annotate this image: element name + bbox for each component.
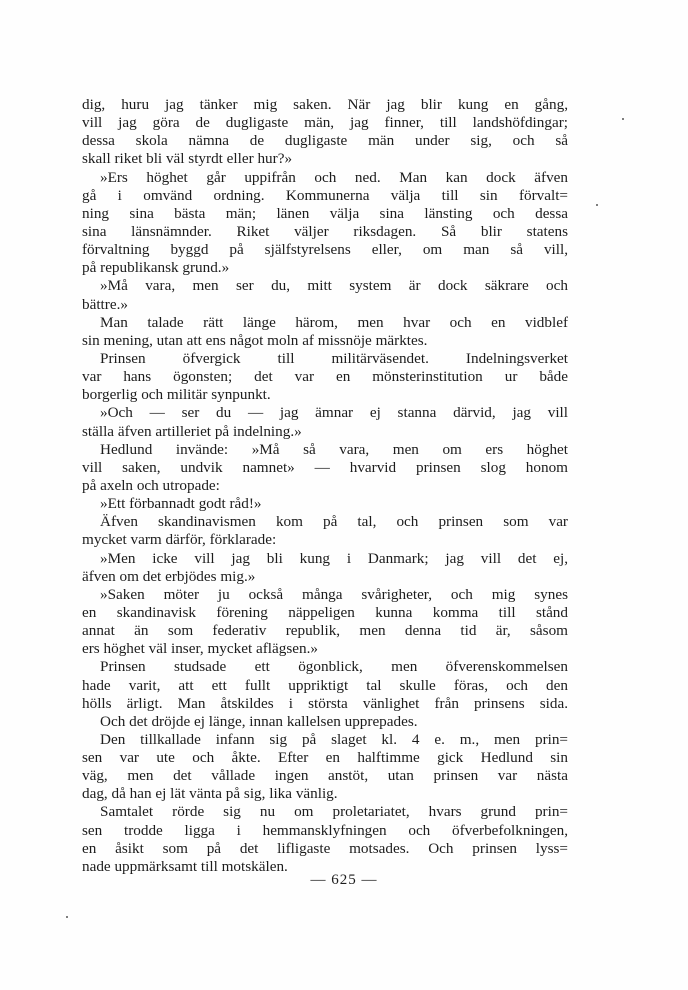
body-text bbox=[82, 96, 568, 876]
text-line: dig, huru jag tänker mig saken. När jag blir kung en gång, bbox=[82, 96, 568, 113]
text-line: Den tillkallade infann sig på slaget kl. 4 e. m., men prin= bbox=[100, 730, 568, 748]
text-line: nade uppmärksamt till motskälen. bbox=[82, 857, 288, 875]
paper-speck bbox=[66, 916, 68, 918]
text-line: gå i omvänd ordning. Kommunerna välja till sin förvalt= bbox=[82, 186, 568, 204]
text-line: Och det dröjde ej länge, innan kallelsen upprepades. bbox=[100, 712, 418, 730]
text-line: på republikansk grund.» bbox=[82, 259, 230, 277]
text-line: hölls ärligt. Man åtskildes i största vänlighet från prinsens sida. bbox=[82, 694, 568, 712]
text-line: »Ett förbannadt godt råd!» bbox=[100, 495, 262, 513]
text-line: mycket varm därför, förklarade: bbox=[82, 531, 277, 549]
text-line: »Saken möter ju också många svårigheter, och mig synes bbox=[100, 585, 568, 603]
text-line: en skandinavisk förening näppeligen kunna komma till stånd bbox=[82, 603, 568, 621]
text-line: Prinsen studsade ett ögonblick, men öfverenskommelsen bbox=[100, 658, 568, 676]
text-line: vill saken, undvik namnet» — hvarvid prinsen slog honom bbox=[82, 458, 568, 476]
text-line: var hans ögonsten; det var en mönsterinstitution ur både bbox=[82, 368, 568, 386]
text-line: annat än som federativ republik, men denna tid är, såsom bbox=[82, 622, 568, 640]
text-line: »Och — ser du — jag ämnar ej stanna därvid, jag vill bbox=[100, 404, 568, 422]
text-line: hade varit, att ett fullt uppriktigt tal skulle föras, och den bbox=[82, 676, 568, 694]
text-line: bättre.» bbox=[82, 295, 128, 313]
text-line: skall riket bli väl styrdt eller hur?» bbox=[82, 150, 293, 168]
page-number: — 625 — bbox=[310, 872, 378, 888]
text-line: Prinsen öfvergick till militärväsendet. Indelningsverket bbox=[100, 349, 568, 367]
text-line: borgerlig och militär synpunkt. bbox=[82, 386, 271, 404]
text-line: »Ers höghet går uppifrån och ned. Man kan dock äfven bbox=[100, 168, 568, 186]
paper-speck bbox=[622, 118, 624, 120]
text-line: dag, då han ej lät vänta på sig, lika vänlig. bbox=[82, 785, 338, 803]
text-line: sina länsnämnder. Riket väljer riksdagen. Så blir statens bbox=[82, 222, 568, 240]
text-line: Hedlund invände: »Må så vara, men om ers höghet bbox=[100, 440, 568, 458]
text-line: Man talade rätt länge härom, men hvar och en vidblef bbox=[100, 313, 568, 331]
text-line: ers höghet väl inser, mycket aflägsen.» bbox=[82, 640, 318, 658]
text-line: förvaltning byggd på själfstyrelsens eller, om man så vill, bbox=[82, 241, 568, 259]
text-line: ställa äfven artilleriet på indelning.» bbox=[82, 422, 302, 440]
text-line: vill jag göra de dugligaste män, jag finner, till landshöfdingar; bbox=[82, 114, 568, 132]
text-line: sin mening, utan att ens något moln af missnöje märktes. bbox=[82, 331, 428, 349]
text-line: Samtalet rörde sig nu om proletariatet, hvars grund prin= bbox=[100, 803, 568, 821]
text-line: en åsikt som på det lifligaste motsades. Och prinsen lyss= bbox=[82, 839, 568, 857]
text-line: på axeln och utropade: bbox=[82, 476, 220, 494]
text-line: dessa skola nämna de dugligaste män under sig, och så bbox=[82, 132, 568, 150]
paper-speck bbox=[596, 204, 598, 206]
text-line: sen var ute och åkte. Efter en halftimme gick Hedlund sin bbox=[82, 749, 568, 767]
text-line: »Men icke vill jag bli kung i Danmark; jag vill det ej, bbox=[100, 549, 568, 567]
text-line: sen trodde ligga i hemmansklyfningen och öfverbefolkningen, bbox=[82, 821, 568, 839]
text-line: äfven om det erbjödes mig.» bbox=[82, 567, 256, 585]
text-line: ning sina bästa män; länen välja sina länsting och dessa bbox=[82, 204, 568, 222]
text-line: väg, men det vållade ingen anstöt, utan prinsen var nästa bbox=[82, 767, 568, 785]
text-line: Äfven skandinavismen kom på tal, och prinsen som var bbox=[100, 513, 568, 531]
text-line: »Må vara, men ser du, mitt system är dock säkrare och bbox=[100, 277, 568, 295]
